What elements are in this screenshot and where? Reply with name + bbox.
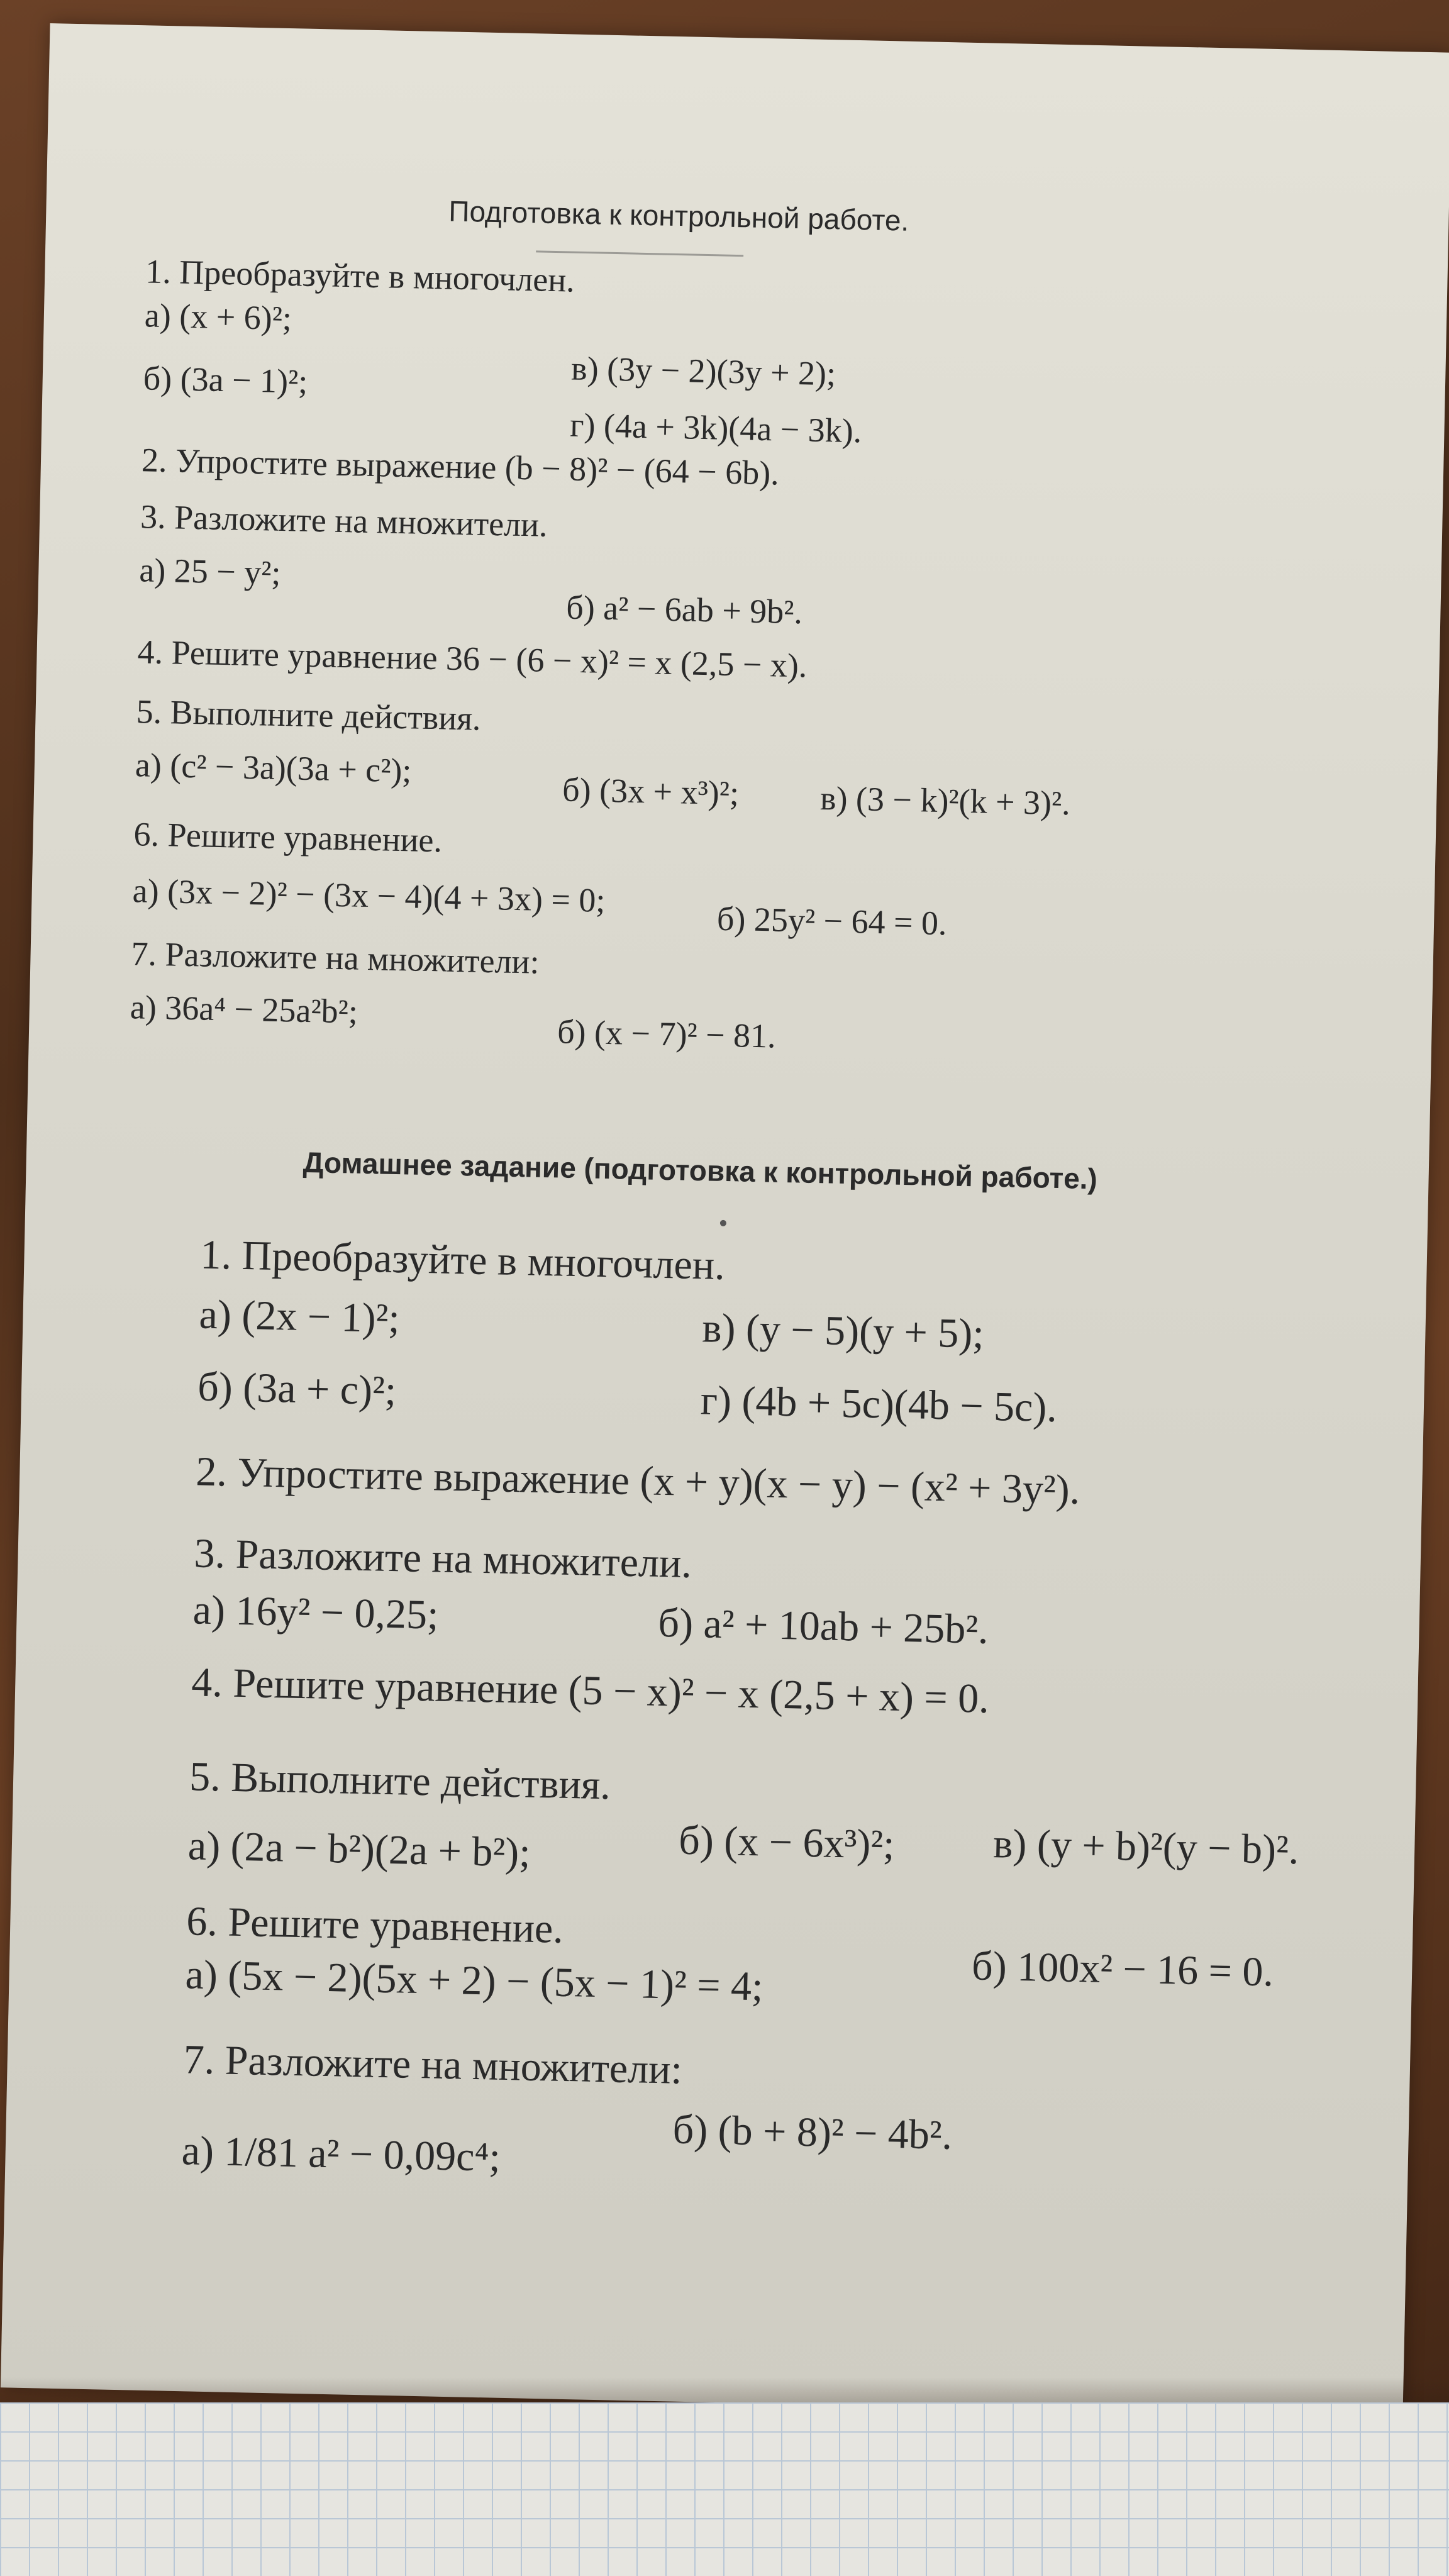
s1-task7-a: а) 36a⁴ − 25a²b²;	[130, 988, 358, 1031]
s2-task5-b: б) (x − 6x³)²;	[678, 1817, 896, 1868]
s2-task3-b: б) a² + 10ab + 25b².	[657, 1599, 989, 1653]
s2-task3-heading: 3. Разложите на множители.	[193, 1530, 692, 1587]
s1-task5-a: а) (c² − 3a)(3a + c²);	[135, 746, 413, 790]
s1-task4: 4. Решите уравнение 36 − (6 − x)² = x (2,5 − x).	[137, 633, 808, 685]
s1-task1-g: г) (4a + 3k)(4a − 3k).	[569, 406, 862, 450]
s1-task1-a: а) (x + 6)²;	[144, 296, 292, 338]
s1-task3-b: б) a² − 6ab + 9b².	[565, 588, 803, 631]
s2-task5-a: а) (2a − b²)(2a + b²);	[187, 1823, 531, 1876]
s2-task1-heading: 1. Преобразуйте в многочлен.	[199, 1231, 726, 1289]
s2-task6-heading: 6. Решите уравнение.	[186, 1898, 564, 1952]
s2-task4: 4. Решите уравнение (5 − x)² − x (2,5 + x) = 0.	[191, 1659, 990, 1722]
s1-task3-a: а) 25 − y²;	[138, 551, 282, 592]
s1-task1-b: б) (3a − 1)²;	[143, 359, 308, 401]
s1-task7-b: б) (x − 7)² − 81.	[557, 1013, 777, 1055]
s2-task1-v: в) (y − 5)(y + 5);	[701, 1305, 985, 1357]
s2-task2: 2. Упростите выражение (x + y)(x − y) − (x² + 3y²).	[195, 1448, 1080, 1513]
s1-task6-a: а) (3x − 2)² − (3x − 4)(4 + 3x) = 0;	[132, 872, 606, 919]
s1-task5-heading: 5. Выполните действия.	[136, 692, 482, 738]
s2-task6-a: а) (5x − 2)(5x + 2) − (5x − 1)² = 4;	[184, 1951, 764, 2010]
s2-task7-a: а) 1/81 a² − 0,09c⁴;	[181, 2128, 501, 2180]
s1-task6-heading: 6. Решите уравнение.	[133, 815, 443, 860]
s1-task1-heading: 1. Преобразуйте в многочлен.	[145, 252, 575, 299]
s1-task6-b: б) 25y² − 64 = 0.	[716, 899, 948, 943]
ink-dot	[720, 1220, 726, 1226]
s1-task1-v: в) (3y − 2)(3y + 2);	[570, 349, 836, 393]
section1-title: Подготовка к контрольной работе.	[448, 194, 909, 237]
s2-task7-heading: 7. Разложите на множители:	[183, 2036, 683, 2093]
s2-task1-b: б) (3a + c)²;	[197, 1363, 397, 1414]
section2-title: Домашнее задание (подготовка к контрольной работе.)	[303, 1145, 1098, 1196]
s2-task1-a: а) (2x − 1)²;	[198, 1291, 401, 1342]
worksheet-page	[1, 23, 1449, 2417]
s2-task1-g: г) (4b + 5c)(4b − 5c).	[700, 1377, 1058, 1431]
graph-paper-notebook	[0, 2402, 1449, 2576]
s2-task7-b: б) (b + 8)² − 4b².	[672, 2106, 953, 2158]
s1-task7-heading: 7. Разложите на множители:	[131, 935, 540, 981]
s1-task5-b: б) (3x + x³)²;	[562, 770, 740, 813]
print-artifact-line	[536, 250, 743, 257]
s2-task5-v: в) (y + b)²(y − b)².	[992, 1821, 1300, 1874]
s1-task2: 2. Упростите выражение (b − 8)² − (64 − 6b).	[141, 441, 780, 492]
s2-task5-heading: 5. Выполните действия.	[189, 1753, 611, 1809]
s1-task5-v: в) (3 − k)²(k + 3)².	[819, 779, 1071, 823]
s1-task3-heading: 3. Разложите на множители.	[140, 497, 548, 544]
s2-task3-a: а) 16y² − 0,25;	[192, 1587, 440, 1638]
s2-task6-b: б) 100x² − 16 = 0.	[971, 1943, 1274, 1996]
